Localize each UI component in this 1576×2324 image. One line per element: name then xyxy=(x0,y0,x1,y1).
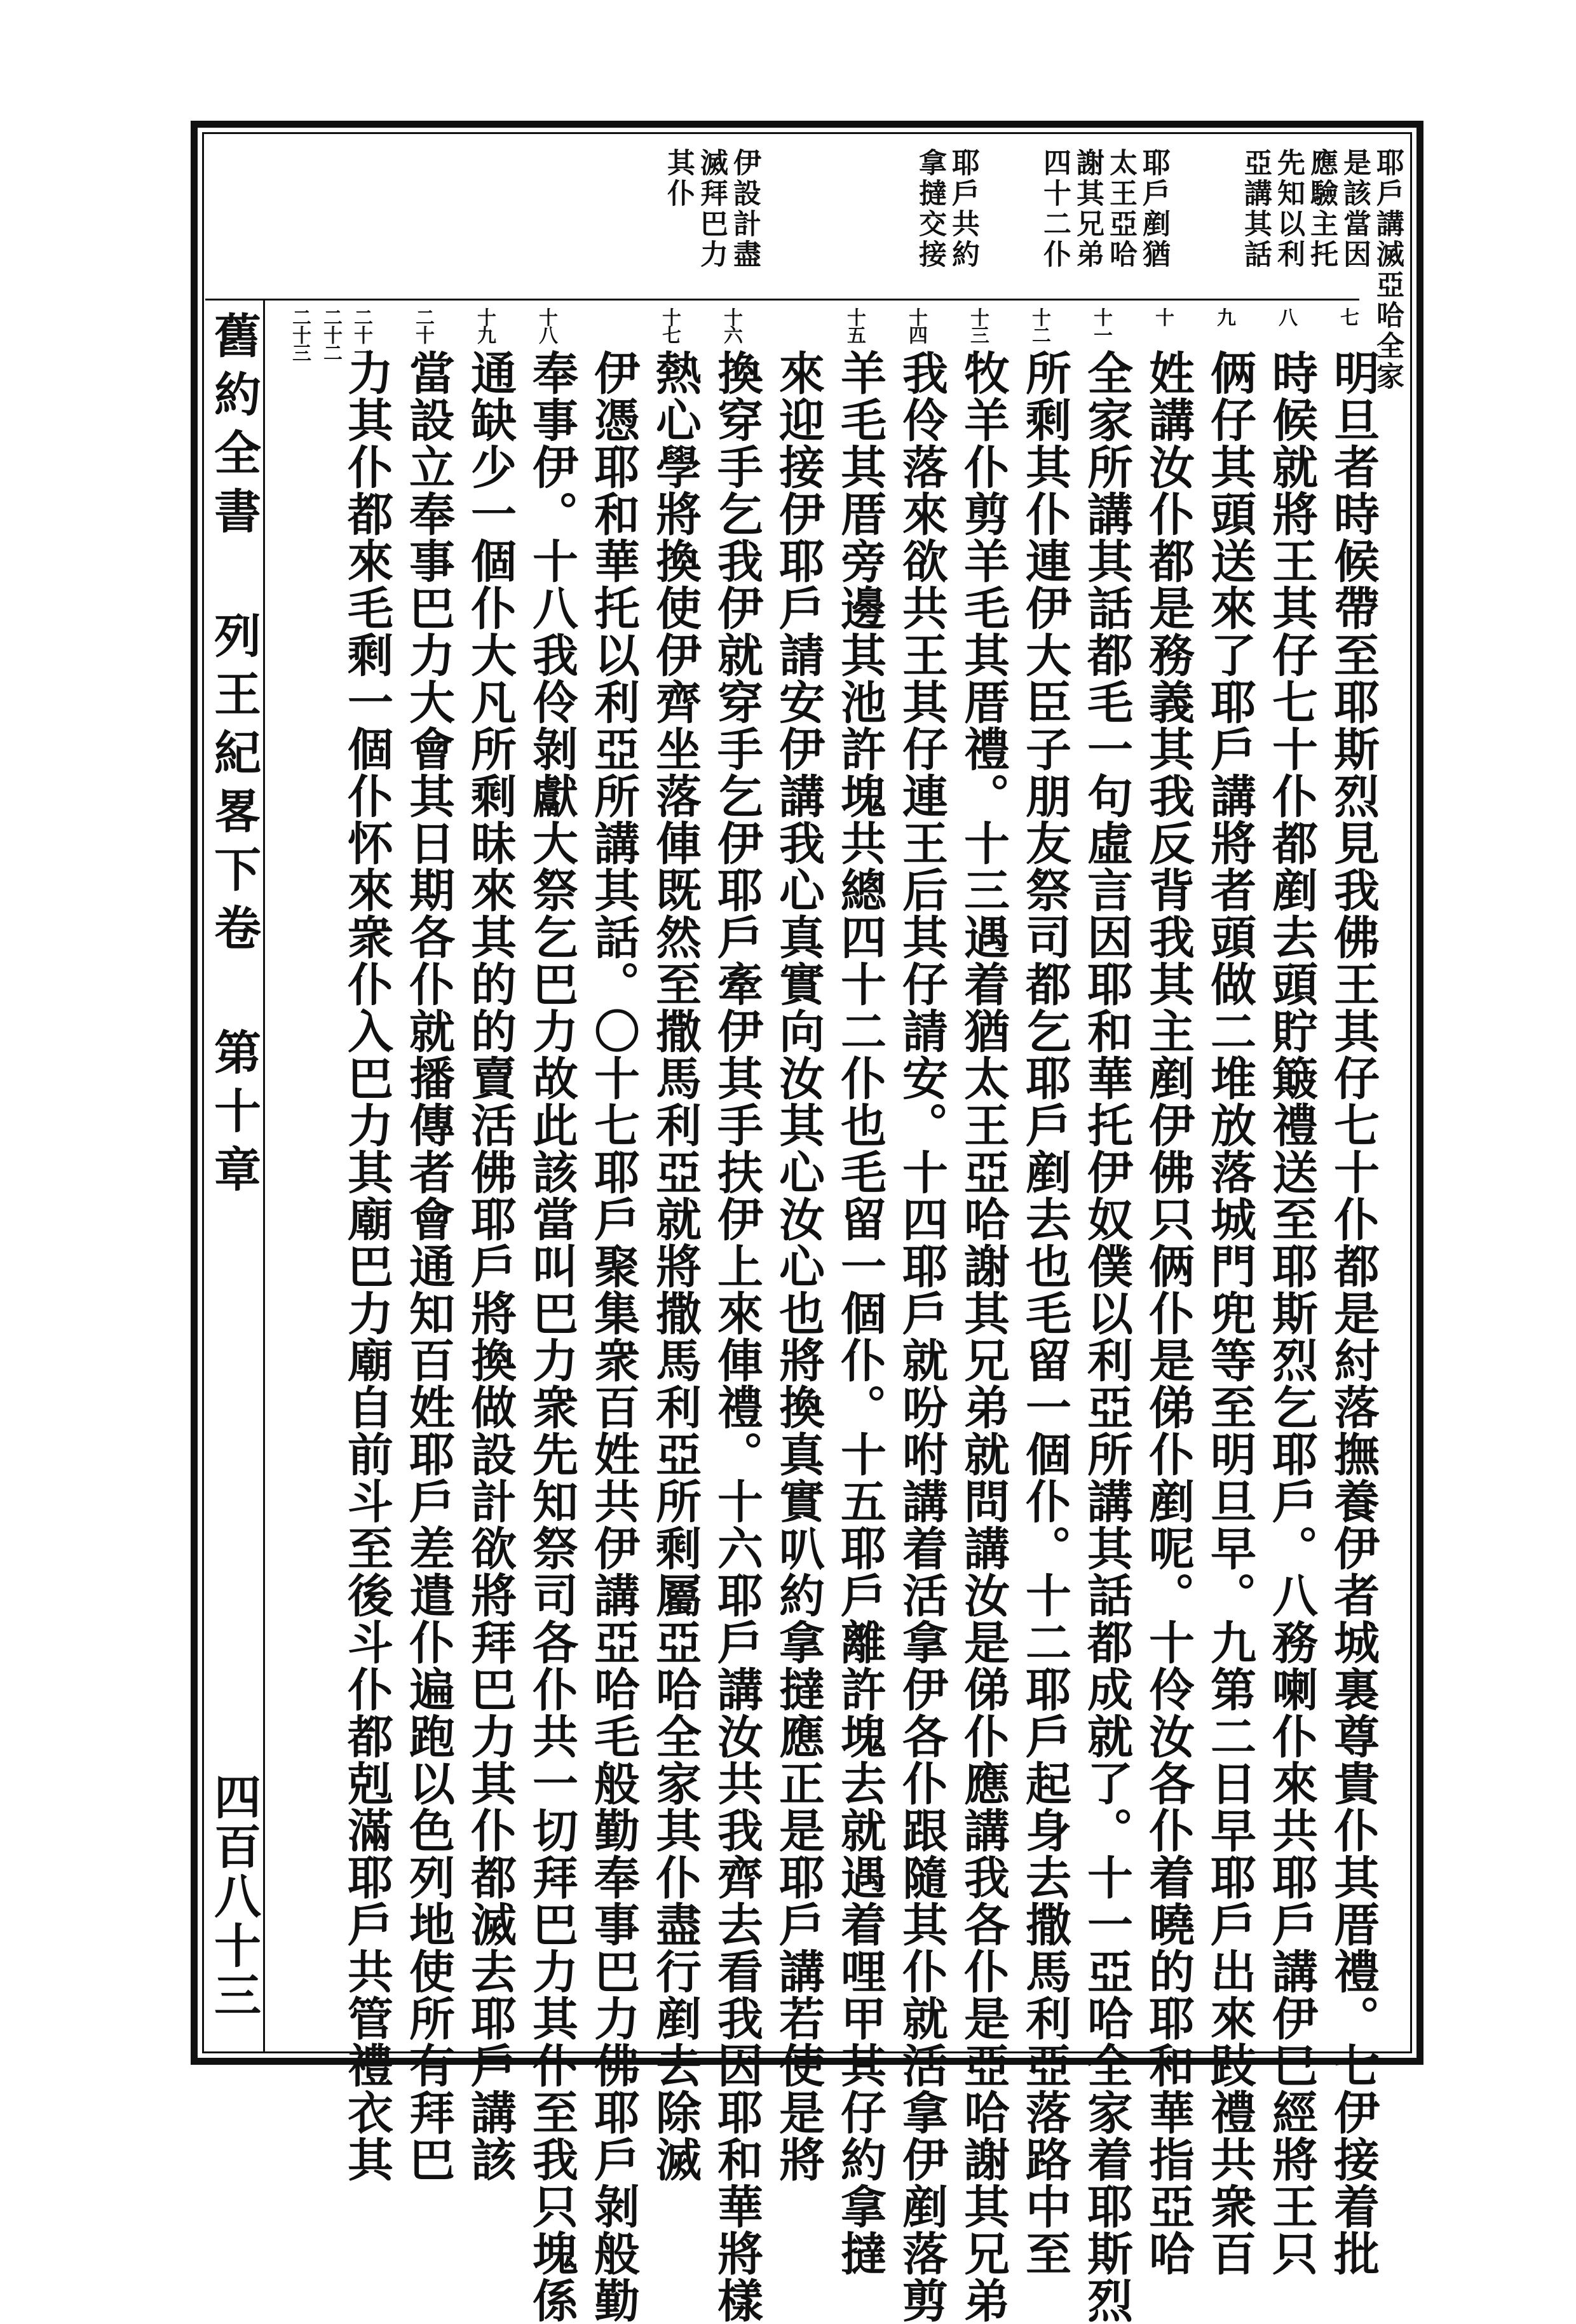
header-note: 滅拜巴力 xyxy=(695,148,728,270)
header-note: 其仆 xyxy=(662,148,695,209)
text-column: 時候就將王其仔七十仆都剷去頭貯簸禮送至耶斯烈乞耶戶。八務喇仆來共耶戶講伊巳經將王只 xyxy=(1265,349,1319,2277)
text-column: 全家所講其話都毛一句虛言因耶和華托伊奴僕以利亞所講其話都成就了。十一亞哈全家着耶斯烈 xyxy=(1080,349,1134,2324)
text-column: 來迎接伊耶戶請安伊講我心真實向汝其心汝心也將換真實叭約拿撻應正是耶戶講若使是將 xyxy=(771,349,825,2183)
header-note: 伊設計盡 xyxy=(728,148,761,270)
verse-number: 八 xyxy=(1275,307,1297,325)
verse-number: 十四 xyxy=(905,307,927,343)
spine-divider xyxy=(263,299,265,2052)
text-column: 明旦者時候帶至耶斯烈見我佛王其仔七十仆都是紂落撫養伊者城裏尊貴仆其厝禮。七伊接着批 xyxy=(1326,349,1380,2277)
header-note: 是該當因 xyxy=(1338,148,1371,270)
header-note: 耶戶剷猶 xyxy=(1138,148,1170,270)
text-column: 我伶落來欲共王其仔連王后其仔請安。十四耶戶就吩咐講着活拿伊各仆跟隨其仆就活拿伊剷落剪 xyxy=(895,349,949,2324)
header-note: 四十二仆 xyxy=(1038,148,1071,270)
verse-number: 十五 xyxy=(843,307,866,343)
verse-number: 九 xyxy=(1213,307,1235,325)
verse-number: 二十 xyxy=(412,307,434,343)
text-column: 通缺少一個仆大凡所剩昧來其的的賣活佛耶戶將換做設計欲將拜巴力其仆都滅去耶戶講該 xyxy=(463,349,517,2183)
verse-number: 十八 xyxy=(535,307,557,343)
running-title: 舊約全書 列王紀畧下卷 第十章 xyxy=(207,311,261,1203)
verse-number: 二十二 xyxy=(320,307,342,361)
header-note: 耶戶共約 xyxy=(947,148,979,270)
text-column: 熱心學將換使伊齊坐落俥既然至撒馬利亞就將撒馬利亞所剩屬亞哈全家其仆盡行剷去除滅 xyxy=(648,349,702,2183)
header-note: 拿撻交接 xyxy=(914,148,946,270)
header-note: 先知以利 xyxy=(1272,148,1305,270)
verse-number: 十一 xyxy=(1090,307,1112,343)
text-column: 奉事伊。十八我伶剝獻大祭乞巴力故此該當叫巴力衆先知祭司各仆共一切拜巴力其仆至我只塊係 xyxy=(525,349,579,2324)
spine xyxy=(205,305,262,2039)
text-column: 姓講汝仆都是務義其我反背我其主剷伊佛只俩仆是俤仆剷呢。十伶汝各仆着曉的耶和華指亞哈 xyxy=(1141,349,1195,2277)
header-note: 應驗主托 xyxy=(1305,148,1338,270)
header-note: 謝其兄弟 xyxy=(1071,148,1104,270)
verse-number: 十 xyxy=(1151,307,1174,325)
verse-number: 十三 xyxy=(967,307,989,343)
header-note: 耶戶講滅亞哈全家 xyxy=(1371,148,1404,392)
page-number: 四百八十三 xyxy=(207,1773,261,2020)
header-note: 太王亞哈 xyxy=(1104,148,1137,270)
verse-number: 十二 xyxy=(1028,307,1050,343)
verse-number: 七 xyxy=(1336,307,1359,325)
text-column: 羊毛其厝旁邊其池許塊共總四十二仆也毛留一個仆。十五耶戶離許塊去就遇着哩甲其仔約拿撻 xyxy=(833,349,887,2277)
verse-number: 十七 xyxy=(658,307,681,343)
verse-number: 十九 xyxy=(473,307,496,343)
header-note: 亞講其話 xyxy=(1239,148,1272,270)
text-column: 當設立奉事巴力大會其日期各仆就播傳者會通知百姓耶戶差遣仆遍跑以色列地使所有拜巴 xyxy=(402,349,456,2183)
text-column: 牧羊仆剪羊毛其厝禮。十三遇着猶太王亞哈謝其兄弟就問講汝是俤仆應講我各仆是亞哈謝其兄弟 xyxy=(956,349,1010,2324)
verse-number: 二十一 xyxy=(350,307,372,361)
verse-number: 十六 xyxy=(720,307,742,343)
text-column: 換穿手乞我伊就穿手乞伊耶戶牽伊其手扶伊上來俥禮。十六耶戶講汝共我齊去看我因耶和華將樣 xyxy=(710,349,764,2324)
text-column: 所剩其仆連伊大臣子朋友祭司都乞耶戶剷去也毛留一個仆。十二耶戶起身去撒馬利亞落路中至 xyxy=(1018,349,1072,2277)
verse-number: 二十三 xyxy=(289,307,311,361)
header-divider xyxy=(205,299,1359,301)
text-column: 俩仔其頭送來了耶戶講將者頭做二堆放落城門兜等至明旦早。九第二日早耶戶出來跂禮共衆百 xyxy=(1203,349,1257,2277)
text-column: 伊憑耶和華托以利亞所講其話。〇十七耶戶聚集衆百姓共伊講亞哈毛般勤奉事巴力佛耶戶剝般勤 xyxy=(587,349,641,2324)
text-column: 力其仆都來毛剩一個仆怀來衆仆入巴力其廟巴力廟自前斗至後斗仆都剋滿耶戶共管禮衣其 xyxy=(340,349,394,2183)
